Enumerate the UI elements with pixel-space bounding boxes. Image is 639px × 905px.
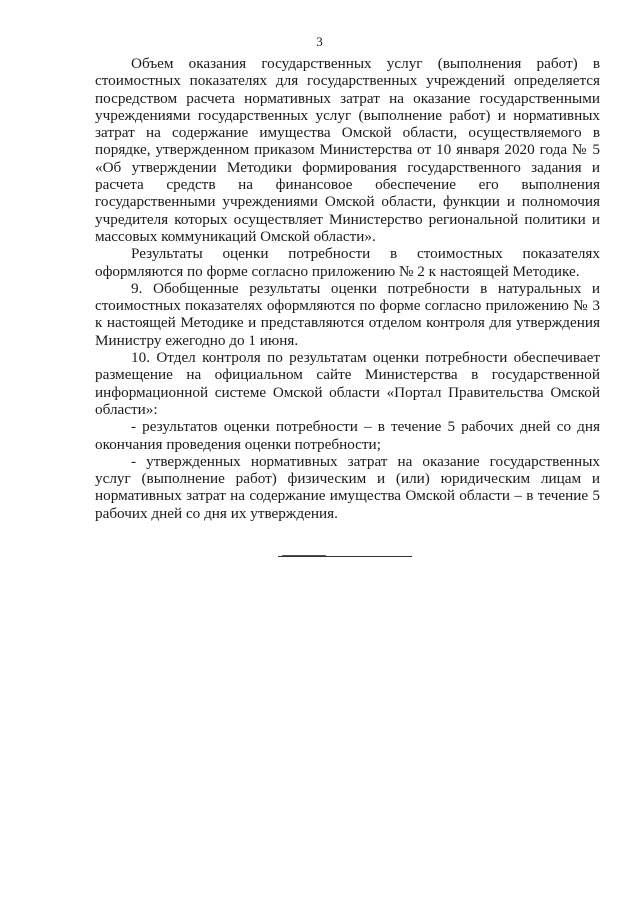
document-body: [95, 55, 600, 522]
list-item-approved-costs: - утвержденных нормативных затрат на оказание государственных услуг (выполнение работ) физическим и (или) юридическим лицам и нормативных затрат на содержание имущества Омской области – в течение 5 рабочих дней со дня их утверждения.: [95, 452, 600, 522]
end-of-document-rule: [278, 556, 412, 557]
paragraph-item-10: 10. Отдел контроля по результатам оценки потребности обеспечивает размещение на официальном сайте Министерства в государственной информационной системе Омской области «Портал Правительства Омской области»:: [95, 349, 600, 418]
paragraph-cost-results: Результаты оценки потребности в стоимостных показателях оформляются по форме согласно приложению № 2 к настоящей Методике.: [95, 245, 600, 280]
list-item-assessment-results: - результатов оценки потребности – в течение 5 рабочих дней со дня окончания проведения оценки потребности;: [95, 418, 600, 453]
paragraph-volume-of-services: Объем оказания государственных услуг (выполнения работ) в стоимостных показателях для государственных учреждений определяется посредством расчета нормативных затрат на оказание государственными учреждениями государственных услуг (выполнение работ) и нормативных затрат на содержание имущества Омской области, осуществляемого в порядке, утвержденном приказом Министерства от 10 января 2020 года № 5 «Об утверждении Методики формирования государственного задания и расчета средств на финансовое обеспечение его выполнения государственными учреждениями Омской области, функции и полномочия учредителя которых осуществляет Министерство региональной политики и массовых коммуникаций Омской области».: [95, 55, 600, 245]
paragraph-item-9: 9. Обобщенные результаты оценки потребности в натуральных и стоимостных показателях оформляются по форме согласно приложению № 3 к настоящей Методике и представляются отделом контроля для утверждения Министру ежегодно до 1 июня.: [95, 279, 600, 349]
end-rule-short-stroke: [282, 555, 326, 556]
page-number: 3: [316, 34, 323, 49]
